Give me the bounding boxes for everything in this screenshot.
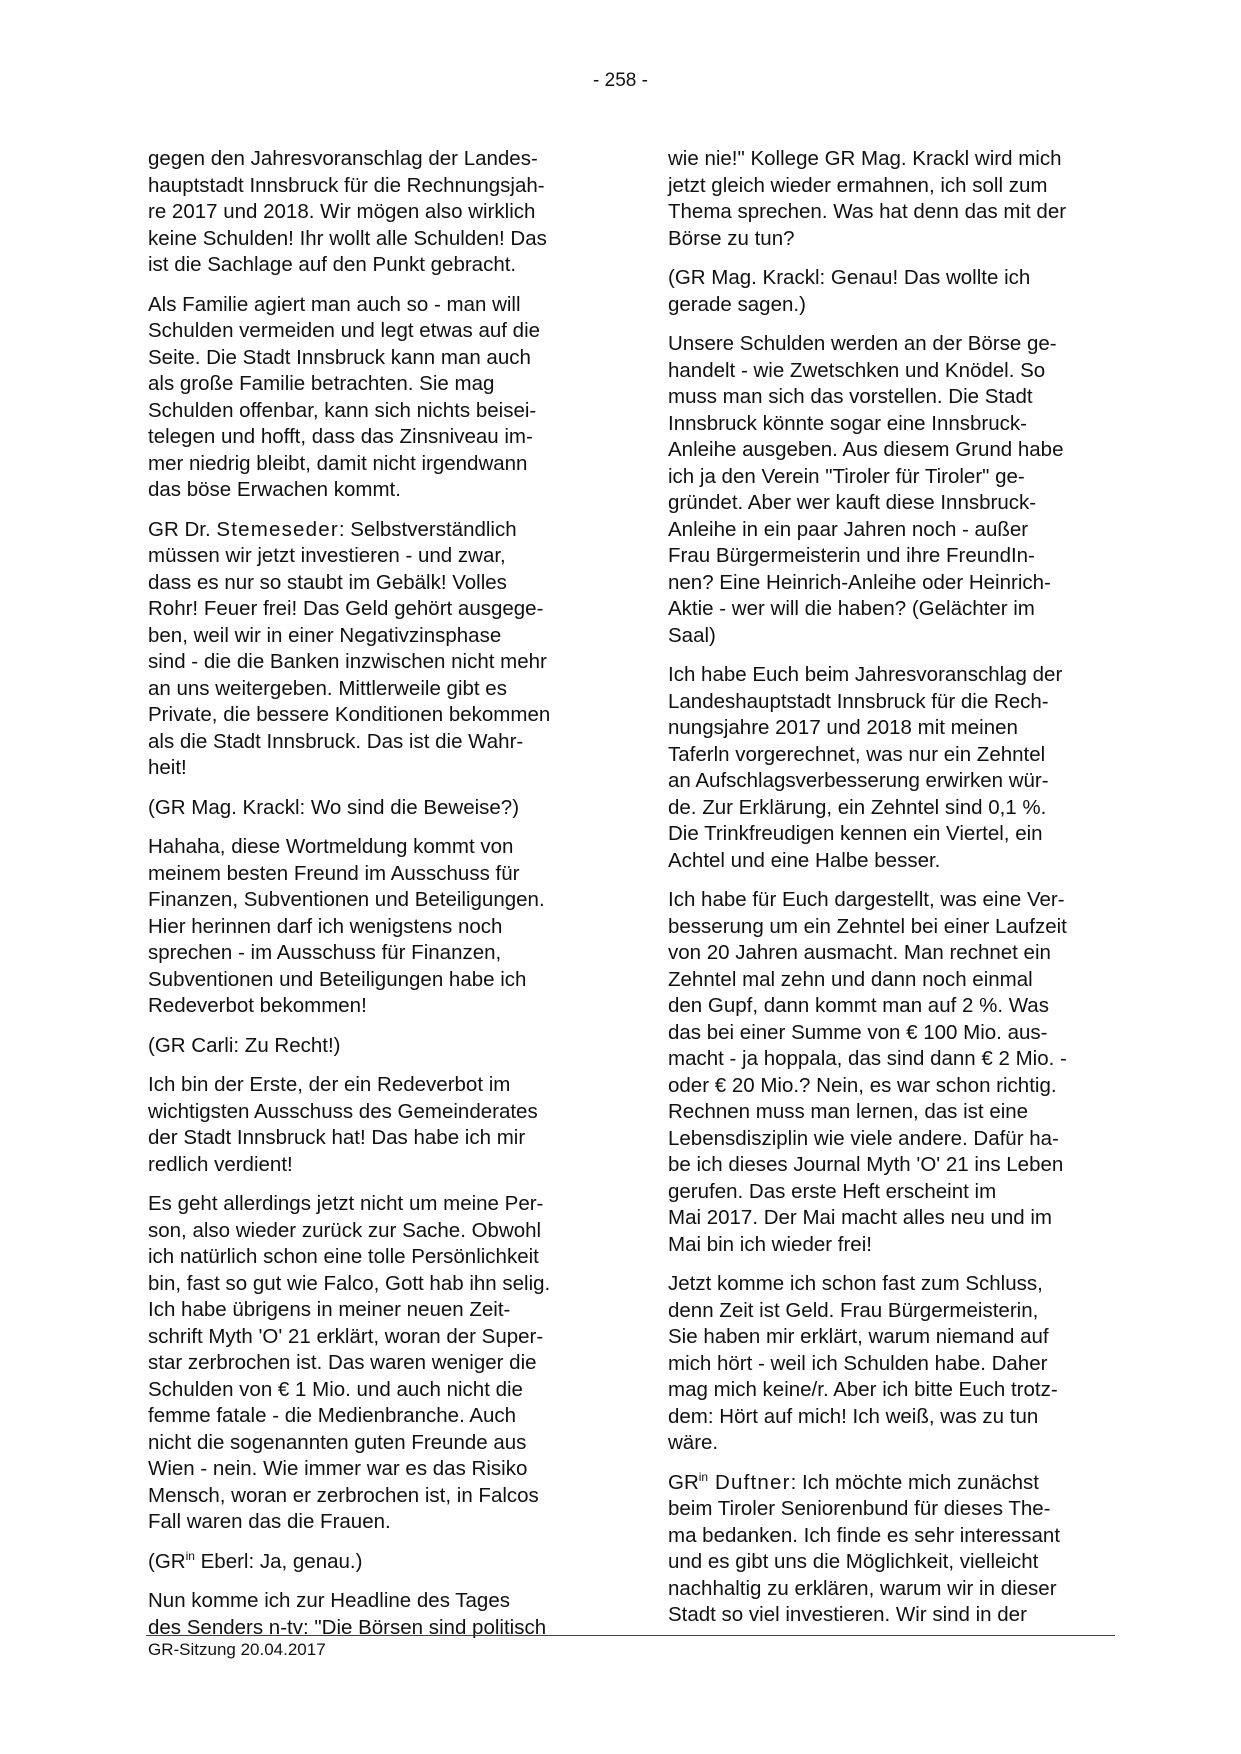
- speech-text: : Ich möchte mich zunächst beim Tiroler Seniorenbund für dieses The- ma bedanken. Ich finde es sehr interessant und es gibt uns die Möglichkeit, vielleicht nachhaltig zu erklären, warum wir in dieser Stadt so viel investieren. Wir sind in der: [668, 1470, 1061, 1626]
- paragraph: gegen den Jahresvoranschlag der Landes- hauptstadt Innsbruck für die Rechnungsjah- re 2017 und 2018. Wir mögen also wirklich keine Schulden! Ihr wollt alle Schulden! Das ist die Sachlage auf den Punkt gebracht.: [148, 147, 547, 276]
- interjection-prefix: (GR: [148, 1549, 186, 1573]
- paragraph: (GR Mag. Krackl: Wo sind die Beweise?): [148, 795, 520, 819]
- interjection-text: Eberl: Ja, genau.): [194, 1549, 363, 1573]
- paragraph: [668, 1470, 1120, 1629]
- left-column: [148, 146, 600, 1654]
- paragraph: Hahaha, diese Wortmeldung kommt von meinem besten Freund im Ausschuss für Finanzen, Subventionen und Beteiligungen. Hier herinnen darf ich wenigstens noch sprechen - im Ausschuss für Finanzen, Subventionen und Beteiligungen habe ich Redeverbot bekommen!: [148, 835, 545, 1017]
- superscript: in: [185, 1548, 195, 1563]
- footer-divider: [146, 1635, 1115, 1636]
- paragraph: Unsere Schulden werden an der Börse ge- handelt - wie Zwetschken und Knödel. So muss man sich das vorstellen. Die Stadt Innsbruck könnte sogar eine Innsbruck- Anleihe ausgeben. Aus diesem Grund habe ich ja den Verein "Tiroler für Tiroler" ge- gründet. Aber wer kauft diese Innsbruck- Anleihe in ein paar Jahren noch - außer Frau Bürgermeisterin und ihre FreundIn- nen? Eine Heinrich-Anleihe oder Heinrich- Aktie - wer will die haben? (Gelächter im Saal): [668, 332, 1064, 647]
- right-column: [668, 146, 1120, 1642]
- paragraph: [148, 517, 600, 782]
- paragraph: wie nie!" Kollege GR Mag. Krackl wird mich jetzt gleich wieder ermahnen, ich soll zum Thema sprechen. Was hat denn das mit der Börse zu tun?: [668, 147, 1067, 250]
- paragraph: Als Familie agiert man auch so - man will Schulden vermeiden und legt etwas auf die Seite. Die Stadt Innsbruck kann man auch als große Familie betrachten. Sie mag Schulden offenbar, kann sich nichts beisei- telegen und hofft, dass das Zinsniveau im- mer niedrig bleibt, damit nicht irgendwann das böse Erwachen kommt.: [148, 292, 541, 501]
- paragraph: (GR Carli: Zu Recht!): [148, 1033, 341, 1057]
- paragraph: (GR Mag. Krackl: Genau! Das wollte ich gerade sagen.): [668, 266, 1031, 316]
- paragraph: Jetzt komme ich schon fast zum Schluss, denn Zeit ist Geld. Frau Bürgermeisterin, Sie haben mir erklärt, warum niemand auf mich hört - weil ich Schulden habe. Daher mag mich keine/r. Aber ich bitte Euch trotz- dem: Hört auf mich! Ich weiß, was zu tun wäre.: [668, 1272, 1058, 1454]
- speech-text: : Selbstverständlich müssen wir jetzt investieren - und zwar, dass es nur so staubt im Gebälk! Volles Rohr! Feuer frei! Das Geld gehört ausgege- ben, weil wir in einer Negativzinsphase sind - die die Banken inzwischen nicht mehr an uns weitergeben. Mittlerweile gibt es Private, die bessere Konditionen bekommen als die Stadt Innsbruck. Das ist die Wahr- heit!: [148, 517, 551, 779]
- speaker-prefix: GR: [668, 1470, 699, 1494]
- footer-session-date: GR-Sitzung 20.04.2017: [148, 1640, 326, 1659]
- superscript: in: [698, 1469, 709, 1484]
- speaker-name: Duftner: [708, 1470, 791, 1494]
- paragraph: Ich habe für Euch dargestellt, was eine Ver- besserung um ein Zehntel bei einer Laufzeit von 20 Jahren ausmacht. Man rechnet ein Zehntel mal zehn und dann noch einmal den Gupf, dann kommt man auf 2 %. Was das bei einer Summe von € 100 Mio. aus- macht - ja hoppala, das sind dann € 2 Mio. - oder € 20 Mio.? Nein, es war schon richtig. Rechnen muss man lernen, das ist eine Lebensdisziplin wie viele andere. Dafür ha- be ich dieses Journal Myth 'O' 21 ins Leben gerufen. Das erste Heft erscheint im Mai 2017. Der Mai macht alles neu und im Mai bin ich wieder frei!: [668, 888, 1067, 1256]
- paragraph: Nun komme ich zur Headline des Tages des Senders n-tv: "Die Börsen sind politisch: [148, 1589, 547, 1639]
- paragraph: [148, 1549, 600, 1576]
- page-number: - 258 -: [593, 70, 648, 91]
- paragraph: Ich bin der Erste, der ein Redeverbot im wichtigsten Ausschuss des Gemeinderates der Stadt Innsbruck hat! Das habe ich mir redlich verdient!: [148, 1073, 538, 1176]
- speaker-name: Stemeseder: [216, 517, 339, 541]
- speaker-prefix: GR Dr.: [148, 517, 217, 541]
- paragraph: Es geht allerdings jetzt nicht um meine Per- son, also wieder zurück zur Sache. Obwohl ich natürlich schon eine tolle Persönlichkeit bin, fast so gut wie Falco, Gott hab ihn selig. Ich habe übrigens in meiner neuen Zeit- schrift Myth 'O' 21 erklärt, woran der Super- star zerbrochen ist. Das waren weniger die Schulden von € 1 Mio. und auch nicht die femme fatale - die Medienbranche. Auch nicht die sogenannten guten Freunde aus Wien - nein. Wie immer war es das Risiko Mensch, woran er zerbrochen ist, in Falcos Fall waren das die Frauen.: [148, 1192, 551, 1533]
- paragraph: Ich habe Euch beim Jahresvoranschlag der Landeshauptstadt Innsbruck für die Rech- nungsjahre 2017 und 2018 mit meinen Taferln vorgerechnet, was nur ein Zehntel an Aufschlagsverbesserung erwirken wür- de. Zur Erklärung, ein Zehntel sind 0,1 %. Die Trinkfreudigen kennen ein Viertel, ein Achtel und eine Halbe besser.: [668, 663, 1063, 872]
